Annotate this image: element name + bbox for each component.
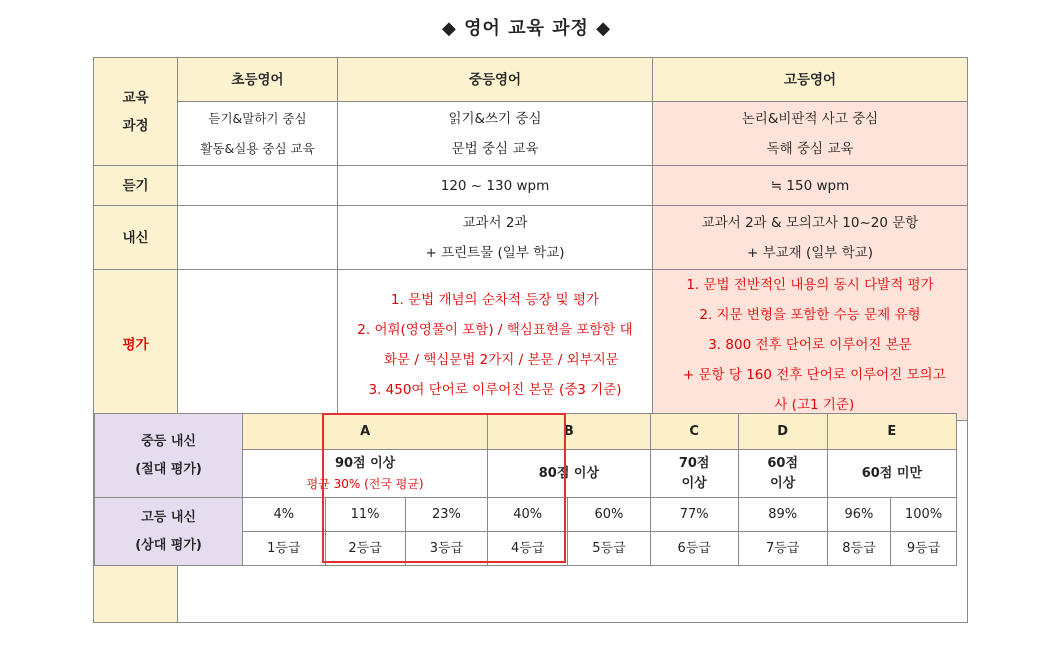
grades-table bbox=[94, 413, 957, 566]
rank-cell: 1등급 bbox=[243, 532, 325, 566]
naesin-middle-2: + 프린트물 (일부 학교) bbox=[425, 244, 565, 261]
label-course-text: 교육 과정 bbox=[122, 89, 149, 134]
percent-cell: 89% bbox=[738, 498, 827, 532]
eval-middle-4: 3. 450여 단어로 이루어진 본문 (중3 기준) bbox=[368, 382, 622, 398]
course-high-1: 논리&비판적 사고 중심 bbox=[741, 110, 879, 127]
grade-c-desc-1: 70점 bbox=[678, 455, 710, 471]
percent-cell: 100% bbox=[891, 498, 957, 532]
percent-cell: 96% bbox=[827, 498, 890, 532]
middle-grade-label-1: 중등 내신 bbox=[141, 433, 196, 449]
eval-middle bbox=[338, 270, 653, 421]
rank-cell: 6등급 bbox=[650, 532, 738, 566]
rank-cell: 7등급 bbox=[738, 532, 827, 566]
naesin-elem bbox=[178, 206, 338, 270]
course-high-2: 독해 중심 교육 bbox=[766, 140, 854, 157]
grade-e-desc: 60점 미만 bbox=[827, 450, 956, 498]
grade-d: D bbox=[738, 414, 827, 450]
label-naesin: 내신 bbox=[94, 206, 178, 270]
label-eval: 평가 bbox=[94, 270, 178, 421]
percent-cell: 23% bbox=[405, 498, 487, 532]
course-middle-1: 읽기&쓰기 중심 bbox=[448, 110, 542, 127]
percent-cell: 77% bbox=[650, 498, 738, 532]
eval-high-1: 1. 문법 전반적인 내용의 동시 다발적 평가 bbox=[686, 277, 934, 293]
grade-c: C bbox=[650, 414, 738, 450]
high-grade-label bbox=[95, 498, 243, 566]
eval-middle-1: 1. 문법 개념의 순차적 등장 및 평가 bbox=[390, 292, 600, 308]
header-high: 고등영어 bbox=[653, 58, 968, 102]
course-middle-2: 문법 중심 교육 bbox=[451, 140, 539, 157]
grade-a-desc bbox=[243, 450, 488, 498]
eval-high bbox=[653, 270, 968, 421]
naesin-high-2: + 부교재 (일부 학교) bbox=[746, 244, 873, 261]
course-elem bbox=[178, 102, 338, 166]
page-title: ◆ 영어 교육 과정 ◆ bbox=[441, 18, 612, 39]
header-elem: 초등영어 bbox=[178, 58, 338, 102]
course-high bbox=[653, 102, 968, 166]
percent-cell: 4% bbox=[243, 498, 325, 532]
listening-middle: 120 ~ 130 wpm bbox=[338, 166, 653, 206]
percent-cell: 11% bbox=[325, 498, 405, 532]
grade-a-score: 90점 이상 bbox=[334, 455, 396, 471]
rank-cell: 9등급 bbox=[891, 532, 957, 566]
label-listening: 듣기 bbox=[94, 166, 178, 206]
high-grade-label-1: 고등 내신 bbox=[141, 509, 196, 525]
rank-cell: 2등급 bbox=[325, 532, 405, 566]
eval-high-5: 사 (고1 기준) bbox=[765, 397, 855, 413]
grade-d-desc-1: 60점 bbox=[767, 455, 799, 471]
rank-cell: 8등급 bbox=[827, 532, 890, 566]
course-middle bbox=[338, 102, 653, 166]
grade-c-desc bbox=[650, 450, 738, 498]
label-course bbox=[94, 58, 178, 166]
rank-cell: 3등급 bbox=[405, 532, 487, 566]
percent-cell: 60% bbox=[568, 498, 650, 532]
eval-high-3: 3. 800 전후 단어로 이루어진 본문 bbox=[708, 337, 912, 353]
middle-grade-label-2: (절대 평가) bbox=[135, 461, 202, 477]
eval-elem bbox=[178, 270, 338, 421]
eval-high-2: 2. 지문 변형을 포함한 수능 문제 유형 bbox=[699, 307, 921, 323]
naesin-middle bbox=[338, 206, 653, 270]
percent-cell: 40% bbox=[488, 498, 568, 532]
grade-d-desc-2: 이상 bbox=[770, 475, 796, 491]
rank-cell: 4등급 bbox=[488, 532, 568, 566]
grade-d-desc bbox=[738, 450, 827, 498]
course-elem-1: 듣기&말하기 중심 bbox=[208, 110, 307, 126]
grade-c-desc-2: 이상 bbox=[681, 475, 707, 491]
grade-e: E bbox=[827, 414, 956, 450]
middle-grade-label bbox=[95, 414, 243, 498]
grade-a: A bbox=[243, 414, 488, 450]
eval-middle-2: 2. 어휘(영영풀이 포함) / 핵심표현을 포함한 대 bbox=[357, 322, 633, 338]
naesin-middle-1: 교과서 2과 bbox=[462, 214, 528, 231]
eval-high-4: + 문항 당 160 전후 단어로 이루어진 모의고 bbox=[674, 367, 946, 383]
naesin-high bbox=[653, 206, 968, 270]
grade-a-average: 평균 30% (전국 평균) bbox=[306, 476, 424, 491]
listening-high: ≒ 150 wpm bbox=[653, 166, 968, 206]
grade-b: B bbox=[488, 414, 651, 450]
rank-cell: 5등급 bbox=[568, 532, 650, 566]
eval-middle-3: 화문 / 핵심문법 2가지 / 본문 / 외부지문 bbox=[371, 352, 619, 368]
listening-elem bbox=[178, 166, 338, 206]
course-elem-2: 활동&실용 중심 교육 bbox=[200, 140, 315, 156]
grade-b-desc: 80점 이상 bbox=[488, 450, 651, 498]
header-middle: 중등영어 bbox=[338, 58, 653, 102]
high-grade-label-2: (상대 평가) bbox=[135, 537, 202, 553]
naesin-high-1: 교과서 2과 & 모의고사 10~20 문항 bbox=[701, 214, 919, 231]
